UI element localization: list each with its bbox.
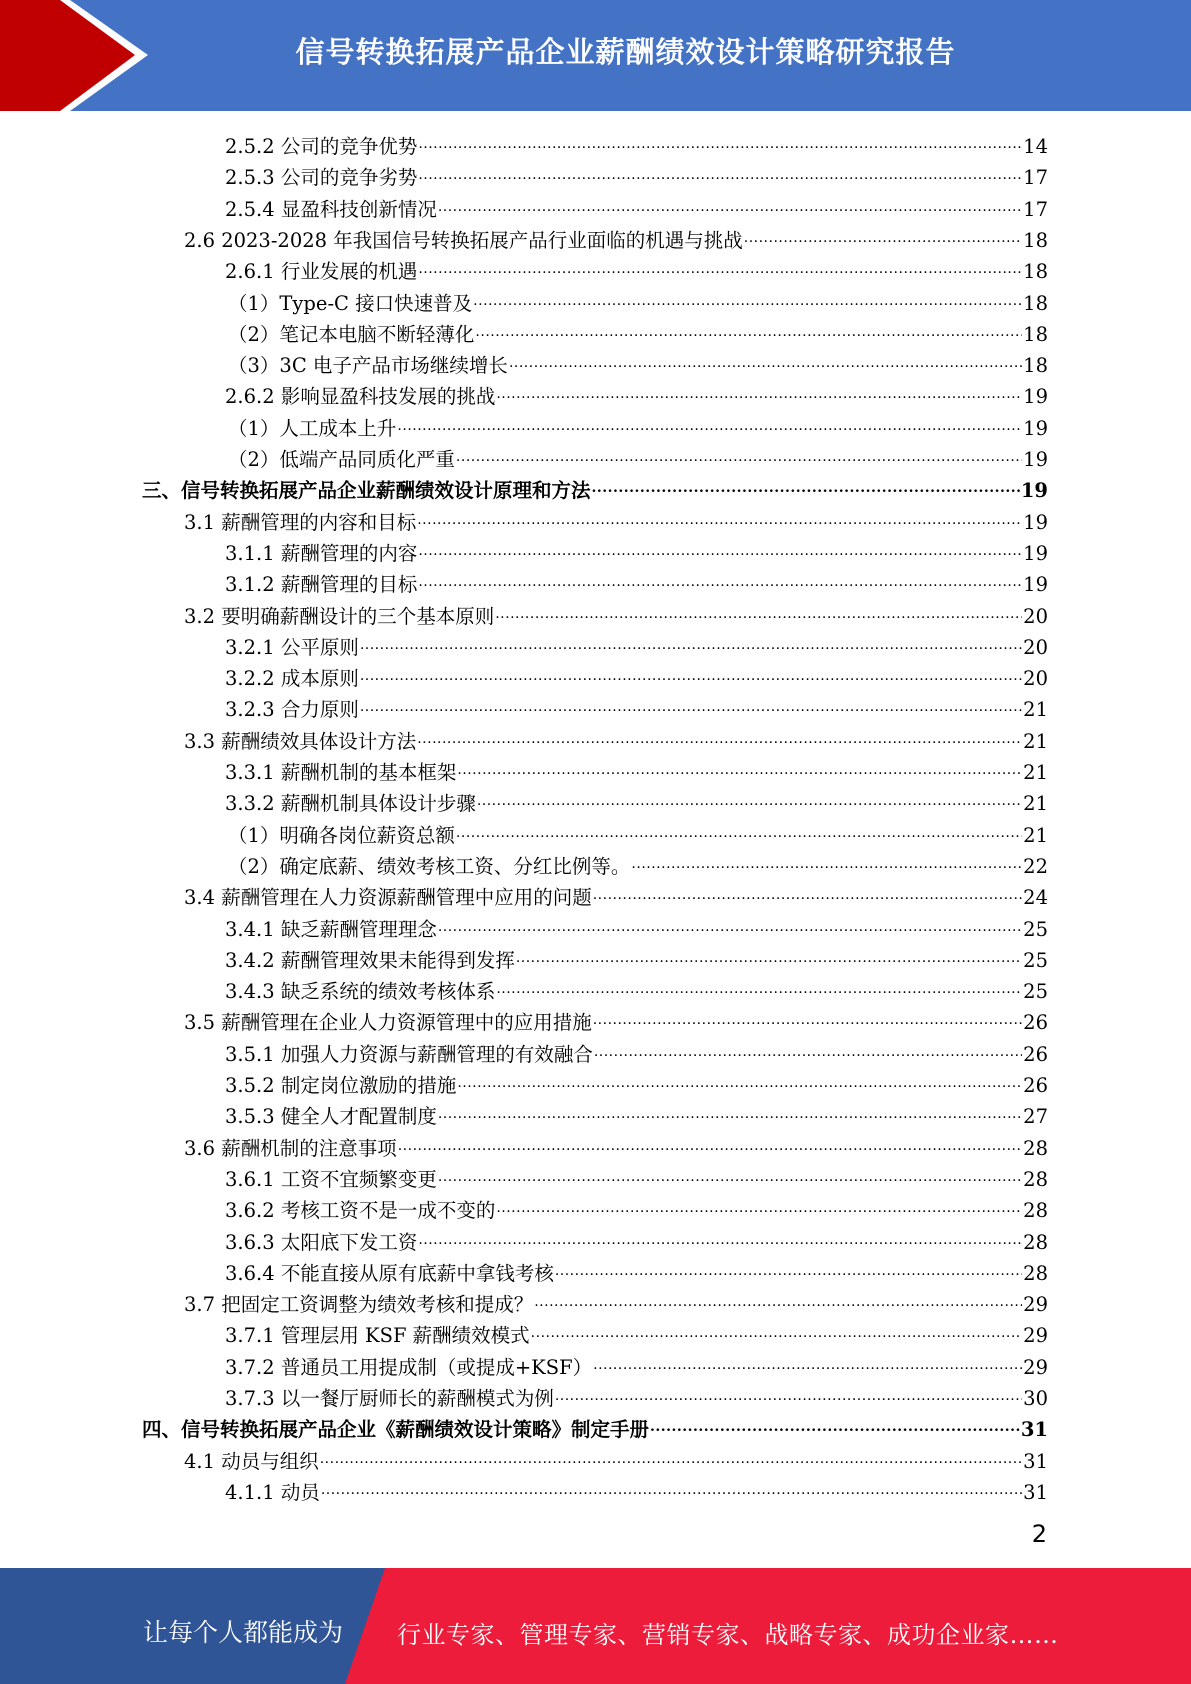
page-footer: [0, 1568, 1191, 1684]
toc-entry-page: 26: [1023, 1042, 1048, 1066]
toc-entry-title: 四、信号转换拓展产品企业《薪酬绩效设计策略》制定手册: [142, 1418, 650, 1442]
toc-entry-title: 3.5 薪酬管理在企业人力资源管理中的应用措施: [184, 1011, 592, 1035]
toc-entry-page: 30: [1023, 1387, 1048, 1410]
toc-entry-title: 3.1.1 薪酬管理的内容: [225, 541, 418, 565]
toc-entry[interactable]: [228, 441, 1048, 472]
toc-entry[interactable]: [225, 1255, 1048, 1286]
toc-leader-dots: [398, 1132, 1022, 1158]
toc-leader-dots: [534, 1288, 1022, 1314]
toc-entry-title: 3.3 薪酬绩效具体设计方法: [184, 729, 417, 753]
toc-leader-dots: [321, 1476, 1022, 1502]
toc-leader-dots: [593, 1006, 1022, 1032]
toc-entry-title: 3.5.1 加强人力资源与薪酬管理的有效融合: [225, 1042, 593, 1066]
toc-entry-page: 20: [1023, 604, 1048, 628]
toc-entry[interactable]: [184, 1130, 1048, 1161]
toc-leader-dots: [509, 349, 1022, 375]
toc-entry[interactable]: [184, 222, 1048, 253]
toc-entry[interactable]: [225, 1192, 1048, 1223]
toc-entry[interactable]: [184, 504, 1048, 535]
toc-entry-page: 19: [1023, 510, 1048, 534]
toc-entry-page: 26: [1023, 1011, 1048, 1035]
toc-leader-dots: [418, 537, 1022, 563]
toc-entry-title: （1）Type-C 接口快速普及: [228, 291, 473, 315]
toc-entry[interactable]: [225, 378, 1048, 409]
toc-entry-page: 20: [1023, 635, 1048, 659]
toc-entry[interactable]: [225, 1098, 1048, 1129]
toc-entry-page: 25: [1023, 948, 1048, 972]
toc-entry-title: 3.4.2 薪酬管理效果未能得到发挥: [225, 948, 515, 972]
toc-entry-title: 3.1 薪酬管理的内容和目标: [184, 510, 417, 534]
toc-leader-dots: [456, 819, 1022, 845]
toc-leader-dots: [495, 600, 1022, 626]
toc-entry-page: 28: [1023, 1261, 1048, 1285]
footer-slogan-right: 行业专家、管理专家、营销专家、战略专家、成功企业家……: [397, 1621, 1059, 1649]
toc-entry[interactable]: [184, 598, 1048, 629]
toc-entry-page: 17: [1023, 166, 1048, 190]
toc-entry-title: 3.2 要明确薪酬设计的三个基本原则: [184, 604, 495, 628]
toc-entry-page: 21: [1023, 792, 1048, 816]
toc-entry[interactable]: [184, 723, 1048, 754]
toc-leader-dots: [417, 725, 1022, 751]
toc-entry[interactable]: [228, 347, 1048, 378]
toc-entry-title: 3.7 把固定工资调整为绩效考核和提成？: [184, 1293, 534, 1317]
toc-entry-title: 3.2.2 成本原则: [225, 667, 359, 691]
toc-leader-dots: [360, 693, 1022, 719]
toc-entry[interactable]: [225, 1161, 1048, 1192]
toc-entry[interactable]: [225, 754, 1048, 785]
toc-entry-page: 31: [1023, 1449, 1048, 1473]
toc-leader-dots: [555, 1257, 1022, 1283]
toc-entry-title: （3）3C 电子产品市场继续增长: [228, 354, 508, 378]
toc-entry-page: 28: [1023, 1136, 1048, 1160]
toc-entry-page: 18: [1023, 228, 1048, 252]
toc-entry-title: （2）笔记本电脑不断轻薄化: [228, 322, 475, 346]
toc-entry-page: 20: [1023, 667, 1048, 691]
toc-entry[interactable]: [225, 942, 1048, 973]
toc-entry-page: 25: [1023, 917, 1048, 941]
toc-entry[interactable]: [228, 817, 1048, 848]
toc-entry[interactable]: [142, 1411, 1048, 1442]
toc-entry-title: 4.1.1 动员: [225, 1480, 320, 1504]
toc-entry[interactable]: [184, 1286, 1048, 1317]
toc-entry[interactable]: [184, 1004, 1048, 1035]
toc-entry[interactable]: [225, 691, 1048, 722]
toc-entry[interactable]: [228, 410, 1048, 441]
toc-entry-page: 19: [1020, 479, 1048, 503]
toc-entry-page: 25: [1023, 980, 1048, 1004]
toc-entry-page: 17: [1023, 197, 1048, 221]
toc-entry[interactable]: [225, 911, 1048, 942]
toc-leader-dots: [457, 1069, 1022, 1095]
toc-entry-title: 3.7.1 管理层用 KSF 薪酬绩效模式: [225, 1324, 530, 1348]
toc-entry-title: 3.3.2 薪酬机制具体设计步骤: [225, 792, 476, 816]
toc-entry[interactable]: [225, 629, 1048, 660]
toc-leader-dots: [438, 193, 1022, 219]
toc-leader-dots: [473, 287, 1022, 313]
toc-entry-title: 3.6.1 工资不宜频繁变更: [225, 1167, 437, 1191]
toc-entry-title: 2.5.4 显盈科技创新情况: [225, 197, 437, 221]
toc-entry-page: 19: [1023, 385, 1048, 409]
toc-entry-page: 29: [1023, 1324, 1048, 1348]
toc-leader-dots: [360, 631, 1022, 657]
toc-leader-dots: [592, 474, 1020, 500]
toc-entry[interactable]: [225, 1224, 1048, 1255]
toc-entry[interactable]: [225, 191, 1048, 222]
toc-leader-dots: [594, 1038, 1022, 1064]
toc-entry[interactable]: [225, 973, 1048, 1004]
toc-entry-title: 3.6.2 考核工资不是一成不变的: [225, 1199, 496, 1223]
toc-leader-dots: [531, 1319, 1023, 1345]
footer-slogan-left: 让每个人都能成为: [143, 1618, 344, 1647]
toc-leader-dots: [496, 1194, 1022, 1220]
toc-leader-dots: [360, 662, 1022, 688]
toc-entry-page: 19: [1023, 541, 1048, 565]
toc-entry[interactable]: [225, 1317, 1048, 1348]
toc-entry[interactable]: [225, 566, 1048, 597]
toc-entry-title: 3.2.3 合力原则: [225, 698, 359, 722]
toc-entry-title: （2）确定底薪、绩效考核工资、分红比例等。: [228, 854, 631, 878]
toc-entry[interactable]: [225, 1380, 1048, 1411]
toc-entry-page: 19: [1023, 416, 1048, 440]
toc-leader-dots: [418, 130, 1022, 156]
toc-entry-page: 22: [1023, 854, 1048, 878]
toc-entry-page: 27: [1023, 1105, 1048, 1129]
toc-leader-dots: [496, 975, 1022, 1001]
toc-entry-page: 28: [1023, 1167, 1048, 1191]
toc-entry[interactable]: [225, 1067, 1048, 1098]
toc-leader-dots: [438, 1163, 1022, 1189]
toc-entry[interactable]: [225, 159, 1048, 190]
toc-leader-dots: [320, 1445, 1022, 1471]
toc-entry[interactable]: [142, 472, 1048, 503]
toc-entry-page: 14: [1023, 135, 1048, 158]
toc-entry[interactable]: [225, 128, 1048, 159]
toc-entry-page: 21: [1023, 698, 1048, 722]
toc-leader-dots: [744, 224, 1022, 250]
toc-entry-title: 3.5.2 制定岗位激励的措施: [225, 1074, 457, 1097]
toc-entry-title: 3.6 薪酬机制的注意事项: [184, 1136, 397, 1160]
toc-entry-title: 3.2.1 公平原则: [225, 635, 359, 659]
toc-entry-title: 2.6.1 行业发展的机遇: [225, 260, 418, 284]
toc-entry-title: 3.7.3 以一餐厅厨师长的薪酬模式为例: [225, 1387, 554, 1410]
toc-entry-title: 3.7.2 普通员工用提成制（或提成+KSF）: [225, 1355, 593, 1379]
toc-entry-title: （1）人工成本上升: [228, 416, 397, 440]
toc-leader-dots: [397, 412, 1022, 438]
toc-entry-page: 21: [1023, 823, 1048, 847]
toc-entry-page: 28: [1023, 1199, 1048, 1223]
toc-leader-dots: [475, 318, 1022, 344]
toc-entry-title: （2）低端产品同质化严重: [228, 448, 455, 471]
toc-entry-title: （1）明确各岗位薪资总额: [228, 823, 455, 847]
toc-entry[interactable]: [184, 879, 1048, 910]
toc-entry-title: 2.5.3 公司的竞争劣势: [225, 166, 418, 190]
toc-leader-dots: [555, 1382, 1022, 1408]
toc-entry-title: 3.6.4 不能直接从原有底薪中拿钱考核: [225, 1261, 554, 1285]
toc-entry[interactable]: [228, 316, 1048, 347]
toc-leader-dots: [516, 944, 1022, 970]
toc-entry[interactable]: [225, 1474, 1048, 1505]
toc-leader-dots: [456, 443, 1022, 469]
toc-leader-dots: [418, 161, 1022, 187]
toc-entry-page: 29: [1023, 1355, 1048, 1379]
toc-entry-title: 三、信号转换拓展产品企业薪酬绩效设计原理和方法: [142, 479, 591, 503]
toc-entry-page: 19: [1023, 448, 1048, 471]
toc-entry-title: 2.6.2 影响显盈科技发展的挑战: [225, 385, 496, 409]
toc-entry-page: 28: [1023, 1230, 1048, 1254]
toc-entry[interactable]: [225, 660, 1048, 691]
toc-leader-dots: [438, 913, 1022, 939]
toc-entry[interactable]: [225, 1349, 1048, 1380]
toc-leader-dots: [496, 380, 1022, 406]
toc-entry-title: 3.4.3 缺乏系统的绩效考核体系: [225, 980, 496, 1004]
toc-entry[interactable]: [225, 1036, 1048, 1067]
toc-entry-title: 4.1 动员与组织: [184, 1449, 319, 1473]
toc-leader-dots: [418, 568, 1022, 594]
toc-entry-title: 3.5.3 健全人才配置制度: [225, 1105, 437, 1129]
toc-leader-dots: [457, 756, 1022, 782]
toc-entry[interactable]: [225, 785, 1048, 816]
toc-entry-title: 3.4.1 缺乏薪酬管理理念: [225, 917, 437, 941]
toc-entry-page: 18: [1023, 260, 1048, 284]
page-number: 2: [1031, 1520, 1047, 1548]
toc-entry-page: 18: [1023, 322, 1048, 346]
report-title: 信号转换拓展产品企业薪酬绩效设计策略研究报告: [295, 35, 956, 69]
toc-entry[interactable]: [184, 1443, 1048, 1474]
toc-entry-page: 18: [1023, 354, 1048, 378]
toc-entry-page: 31: [1023, 1480, 1048, 1504]
toc-entry-page: 31: [1020, 1418, 1048, 1442]
toc-leader-dots: [593, 1351, 1022, 1377]
toc-entry-page: 21: [1023, 761, 1048, 784]
toc-entry-page: 26: [1023, 1074, 1048, 1097]
page-header: [0, 0, 1191, 111]
toc-entry-page: 19: [1023, 573, 1048, 597]
toc-entry-page: 18: [1023, 291, 1048, 315]
toc-leader-dots: [418, 1226, 1022, 1252]
toc-entry-page: 24: [1023, 886, 1048, 910]
toc-leader-dots: [477, 787, 1022, 813]
toc-entry-title: 3.1.2 薪酬管理的目标: [225, 573, 418, 597]
toc-entry[interactable]: [228, 285, 1048, 316]
toc-entry-page: 21: [1023, 729, 1048, 753]
toc-entry[interactable]: [225, 535, 1048, 566]
toc-leader-dots: [593, 881, 1022, 907]
toc-entry[interactable]: [225, 253, 1048, 284]
toc-leader-dots: [417, 506, 1022, 532]
toc-leader-dots: [418, 255, 1022, 281]
toc-leader-dots: [631, 850, 1022, 876]
toc-entry-title: 3.6.3 太阳底下发工资: [225, 1230, 418, 1254]
toc-leader-dots: [650, 1413, 1020, 1439]
toc-entry-title: 3.4 薪酬管理在人力资源薪酬管理中应用的问题: [184, 886, 592, 910]
toc-entry[interactable]: [228, 848, 1048, 879]
toc-entry-title: 2.6 2023-2028 年我国信号转换拓展产品行业面临的机遇与挑战: [184, 228, 743, 252]
toc-entry-page: 29: [1023, 1293, 1048, 1317]
toc-leader-dots: [438, 1100, 1022, 1126]
toc-entry-title: 2.5.2 公司的竞争优势: [225, 135, 418, 158]
toc-entry-title: 3.3.1 薪酬机制的基本框架: [225, 761, 457, 784]
